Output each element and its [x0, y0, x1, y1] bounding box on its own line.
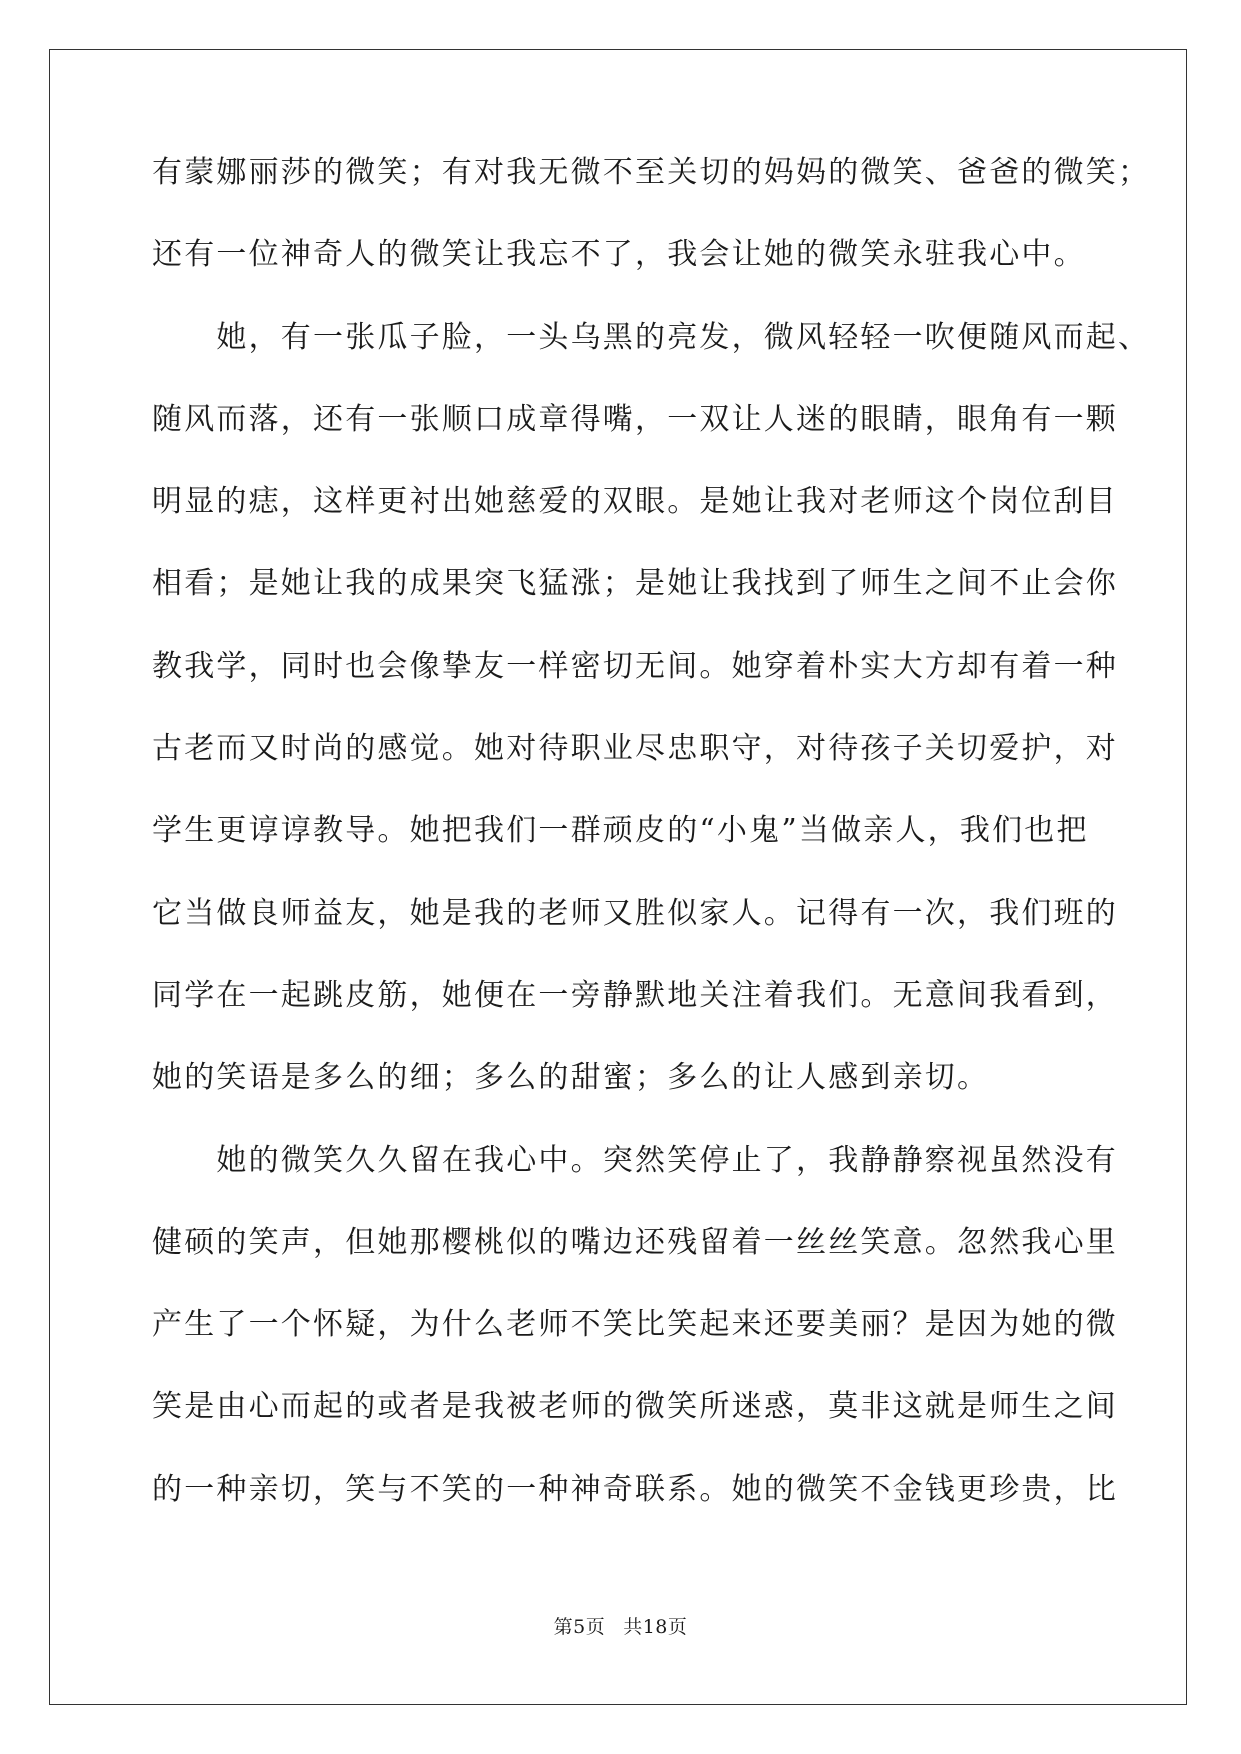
- text-line: 随风而落，还有一张顺口成章得嘴，一双让人迷的眼睛，眼角有一颗: [152, 401, 1118, 437]
- text-line: 有蒙娜丽莎的微笑；有对我无微不至关切的妈妈的微笑、爸爸的微笑；: [152, 155, 1151, 190]
- text-line: 学生更谆谆教导。她把我们一群顽皮的“小鬼”当做亲人，我们也把: [152, 813, 1089, 849]
- page-number: 第5页: [553, 1616, 606, 1638]
- text-line: 古老而又时尚的感觉。她对待职业尽忠职守，对待孩子关切爱护，对: [152, 731, 1118, 767]
- text-line: 同学在一起跳皮筋，她便在一旁静默地关注着我们。无意间我看到，: [152, 977, 1118, 1013]
- text-line: 笑是由心而起的或者是我被老师的微笑所迷惑，莫非这就是师生之间: [152, 1389, 1118, 1425]
- document-body: [152, 155, 1151, 1557]
- text-line: 她的微笑久久留在我心中。突然笑停止了，我静静察视虽然没有: [152, 1142, 1118, 1178]
- text-line: 她，有一张瓜子脸，一头乌黑的亮发，微风轻轻一吹便随风而起、: [152, 319, 1151, 355]
- text-line: 还有一位神奇人的微笑让我忘不了，我会让她的微笑永驻我心中。: [152, 237, 1086, 273]
- page-footer: [0, 1612, 1241, 1639]
- text-line: 它当做良师益友，她是我的老师又胜似家人。记得有一次，我们班的: [152, 895, 1118, 931]
- text-line: 明显的痣，这样更衬出她慈爱的双眼。是她让我对老师这个岗位刮目: [152, 484, 1118, 520]
- text-line: 教我学，同时也会像挚友一样密切无间。她穿着朴实大方却有着一种: [152, 648, 1118, 684]
- text-line: 的一种亲切，笑与不笑的一种神奇联系。她的微笑不金钱更珍贵，比: [152, 1471, 1118, 1507]
- text-line: 健硕的笑声，但她那樱桃似的嘴边还残留着一丝丝笑意。忽然我心里: [152, 1224, 1118, 1260]
- page-total: 共18页: [623, 1616, 688, 1638]
- text-line: 相看；是她让我的成果突飞猛涨；是她让我找到了师生之间不止会你: [152, 566, 1118, 602]
- text-line: 她的笑语是多么的细；多么的甜蜜；多么的让人感到亲切。: [152, 1060, 990, 1096]
- text-line: 产生了一个怀疑，为什么老师不笑比笑起来还要美丽？是因为她的微: [152, 1307, 1118, 1343]
